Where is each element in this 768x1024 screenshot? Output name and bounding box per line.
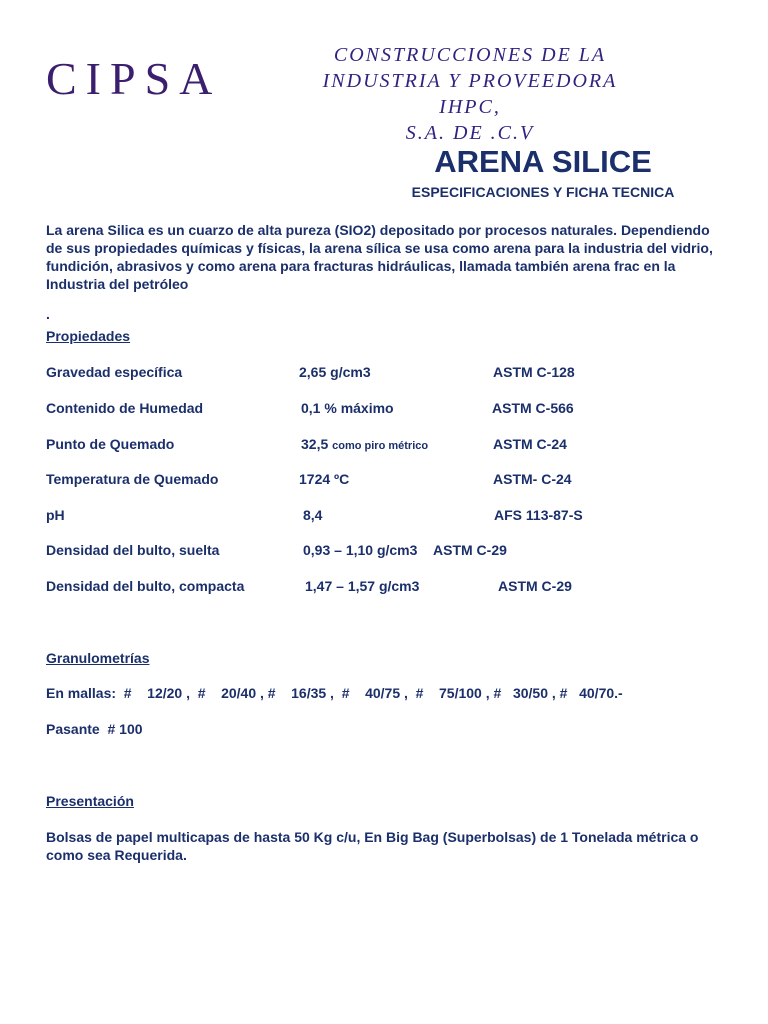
property-name: Densidad del bulto, suelta: [46, 542, 220, 558]
property-name: Contenido de Humedad: [46, 400, 204, 416]
presentation-heading: Presentación: [46, 793, 134, 809]
property-value-group: [301, 436, 428, 452]
document-title: ARENA SILICE: [434, 144, 652, 179]
property-value: 32,5: [301, 436, 329, 452]
property-standard: AFS 113-87-S: [494, 507, 583, 523]
property-value: 8,4: [303, 507, 323, 523]
property-row: [46, 364, 746, 384]
company-logo: CIPSA: [46, 53, 222, 104]
property-standard: ASTM C-24: [493, 436, 567, 452]
property-name: Gravedad específica: [46, 364, 183, 380]
property-value: 2,65 g/cm3: [299, 364, 371, 380]
property-row: [46, 471, 746, 491]
passing-line: Pasante # 100: [46, 721, 143, 737]
separator-dot: .: [46, 306, 50, 322]
property-standard: ASTM C-29: [498, 578, 572, 594]
company-name-line-1: CONSTRUCCIONES DE LA: [333, 44, 607, 66]
properties-heading: Propiedades: [46, 328, 131, 344]
granulometry-heading: Granulometrías: [46, 650, 150, 666]
property-row: [46, 507, 746, 527]
company-name-line-3: S.A. DE .C.V: [405, 122, 535, 144]
property-standard: ASTM C-128: [493, 364, 575, 380]
property-value: 1724 ºC: [299, 471, 350, 487]
document-subtitle: ESPECIFICACIONES Y FICHA TECNICA: [411, 184, 675, 200]
property-row: [46, 436, 746, 456]
property-row: [46, 578, 746, 598]
property-note: como piro métrico: [332, 440, 429, 452]
company-name: [300, 42, 640, 146]
property-name: Punto de Quemado: [46, 436, 175, 452]
property-value: 1,47 – 1,57 g/cm3: [305, 578, 420, 594]
property-row: [46, 542, 746, 562]
property-value: 0,1 % máximo: [301, 400, 394, 416]
property-row: [46, 400, 746, 420]
property-standard: ASTM- C-24: [493, 471, 572, 487]
intro-paragraph: La arena Silica es un cuarzo de alta pureza (SIO2) depositado por procesos naturales. Dependiendo de sus propiedades químicas y físicas, la arena sílica se usa como arena para la industria del vidrio, fundición, abrasivos y como arena para fracturas hidráulicas, llamada también arena frac en la Industria del petróleo: [46, 222, 713, 292]
property-value: 0,93 – 1,10 g/cm3: [303, 542, 418, 558]
property-name: Densidad del bulto, compacta: [46, 578, 245, 594]
property-name: Temperatura de Quemado: [46, 471, 219, 487]
property-name: pH: [46, 507, 65, 523]
mesh-sizes-line: En mallas: # 12/20 , # 20/40 , # 16/35 , # 40/75 , # 75/100 , # 30/50 , # 40/70.-: [46, 685, 623, 701]
company-name-line-2: INDUSTRIA Y PROVEEDORA IHPC,: [322, 70, 618, 118]
property-standard: ASTM C-566: [492, 400, 574, 416]
presentation-text: Bolsas de papel multicapas de hasta 50 Kg c/u, En Big Bag (Superbolsas) de 1 Tonelada métrica o como sea Requerida.: [46, 829, 699, 863]
property-standard: ASTM C-29: [433, 542, 507, 558]
